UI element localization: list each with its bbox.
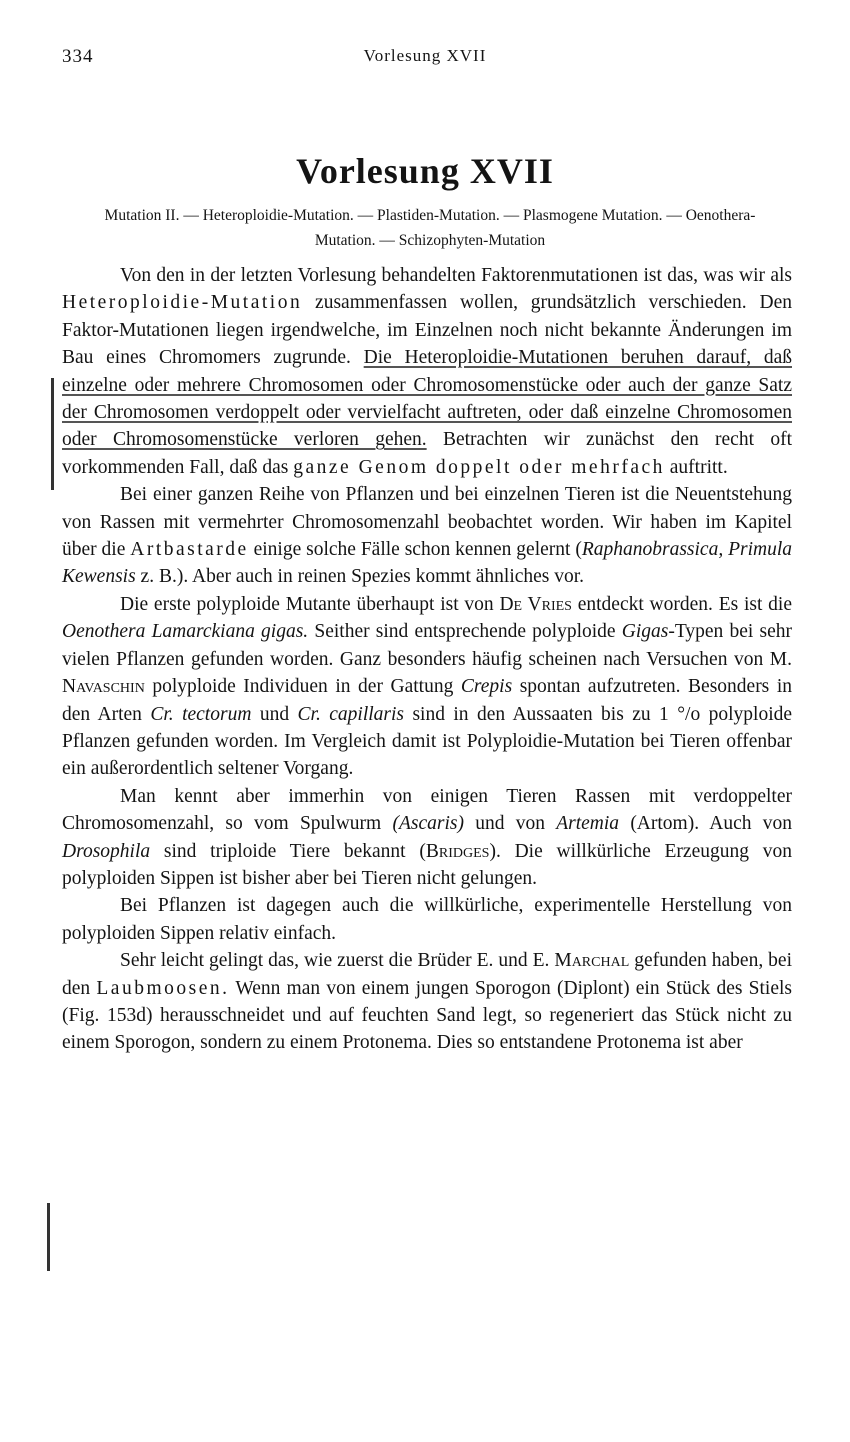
paragraph-3 [62, 591, 792, 783]
text-run: Man kennt aber immerhin von einigen Tieren Rassen mit verdoppelter Chromosomenzahl, so vom Spulwurm [62, 785, 792, 835]
text-sc: Navaschin [62, 676, 145, 698]
text-run: -Typen bei sehr vielen Pflanzen gefunden worden. Ganz besonders häufig scheinen nach Versuchen von M. [62, 621, 792, 670]
text-run: Bei einer ganzen Reihe von Pflanzen und bei einzelnen Tieren ist die Neuentstehung von Rassen mit vermehrter Chromosomenzahl beobachtet worden. Wir haben im Kapitel über die [62, 484, 792, 561]
text-run: Die erste polyploide Mutante überhaupt ist von [120, 593, 500, 615]
text-spaced: Laubmoosen. [96, 977, 230, 999]
text-run: einige solche Fälle schon kennen gelernt ( [248, 539, 582, 561]
text-run: Von den in der letzten Vorlesung behandelten Faktorenmutationen ist das, was wir als [120, 265, 792, 286]
text-spaced: Artbastarde [130, 539, 249, 561]
text-sc: De Vries [499, 593, 572, 615]
text-sc: Marchal [554, 950, 630, 972]
text-italic: Artemia [556, 813, 620, 835]
text-run: Betrachten wir zunächst den recht oft vorkommenden Fall, daß das [62, 429, 792, 478]
text-sc: Bridges [425, 840, 490, 862]
text-italic: (Ascaris) [392, 813, 464, 835]
text-spaced: Heteroploidie-Mutation [62, 292, 303, 314]
body-text [62, 262, 792, 1057]
text-run: Sehr leicht gelingt das, wie zuerst die Brüder E. und E. [120, 950, 555, 972]
text-run: zusammenfassen wollen, grundsätzlich verschieden. Den Faktor-Mutationen liegen irgendwelche, im Einzelnen noch nicht bekannte Änderungen im Bau eines Chromomers zugrunde. [62, 292, 792, 369]
text-italic: Drosophila [62, 840, 151, 862]
text-run: (Artom). Auch von [619, 813, 793, 835]
running-title: Vorlesung XVII [363, 46, 487, 65]
text-run: Bei Pflanzen ist dagegen auch die willkürliche, experimentelle Herstellung von polyploiden Sippen relativ einfach. [62, 895, 792, 944]
text-run: gefunden haben, bei den [62, 950, 793, 999]
text-run: polyploide Individuen in der Gattung [144, 676, 461, 698]
margin-pencil-mark [51, 378, 54, 490]
text-run: z. B.). Aber auch in reinen Spezies kommt ähnliches vor. [135, 566, 585, 588]
paragraph-6 [62, 947, 792, 1057]
text-run: auftritt. [664, 456, 728, 478]
text-underlined: Die Heteroploidie-Mutationen beruhen darauf, daß einzelne oder mehrere Chromosomen oder Chromosomenstücke oder auch der ganze Satz der Chromosomen verdoppelt oder vervielfacht auftreten, oder daß einzelne Chromosomen oder Chromosomenstücke verloren gehen. [62, 347, 792, 451]
text-italic: Cr. capillaris [297, 703, 405, 725]
text-italic: Crepis [460, 676, 513, 698]
text-italic: Cr. tectorum [150, 703, 252, 725]
text-run: sind in den Aussaaten bis zu 1 °/o polyploide Pflanzen gefunden worden. Im Vergleich damit ist Polyploidie-Mutation bei Tieren offenbar ein außerordentlich seltener Vorgang. [62, 703, 793, 780]
text-run: und von [463, 813, 557, 835]
paragraph-5 [62, 892, 792, 947]
text-run: und [251, 703, 298, 725]
text-run: Seither sind entsprechende polyploide [308, 621, 622, 643]
paragraph-4 [62, 783, 792, 893]
text-run: ). Die willkürliche Erzeugung von polyploiden Sippen ist bisher aber bei Tieren nicht gelungen. [62, 840, 792, 889]
paragraph-1 [62, 262, 792, 481]
text-spaced: ganze Genom doppelt oder mehrfach [293, 456, 665, 478]
text-italic: Gigas [621, 621, 669, 643]
page-number: 334 [62, 46, 94, 67]
text-run: Wenn man von einem jungen Sporogon (Diplont) ein Stück des Stiels (Fig. 153d) herausschneidet und auf feuchten Sand legt, so regeneriert das Stück nicht zu einem Sporogon, sondern zu einem Protonema. Dies so entstandene Protonema ist aber [62, 977, 792, 1054]
text-italic: Oenothera Lamarckiana gigas. [62, 621, 309, 643]
text-run: spontan aufzutreten. Besonders in den Arten [62, 676, 792, 725]
text-run: sind triploide Tiere bekannt ( [150, 840, 426, 862]
text-italic: Raphanobrassica, Primula Kewensis [62, 539, 792, 588]
margin-pencil-mark [47, 1203, 50, 1271]
chapter-title: Vorlesung XVII [296, 151, 554, 191]
text-run: entdeckt worden. Es ist die [571, 593, 793, 615]
chapter-summary: Mutation II. — Heteroploidie-Mutation. — Plastiden-Mutation. — Plasmogene Mutation. — Oenothera-Mutation. — Schizophyten-Mutation [104, 207, 756, 249]
paragraph-2 [62, 481, 792, 591]
